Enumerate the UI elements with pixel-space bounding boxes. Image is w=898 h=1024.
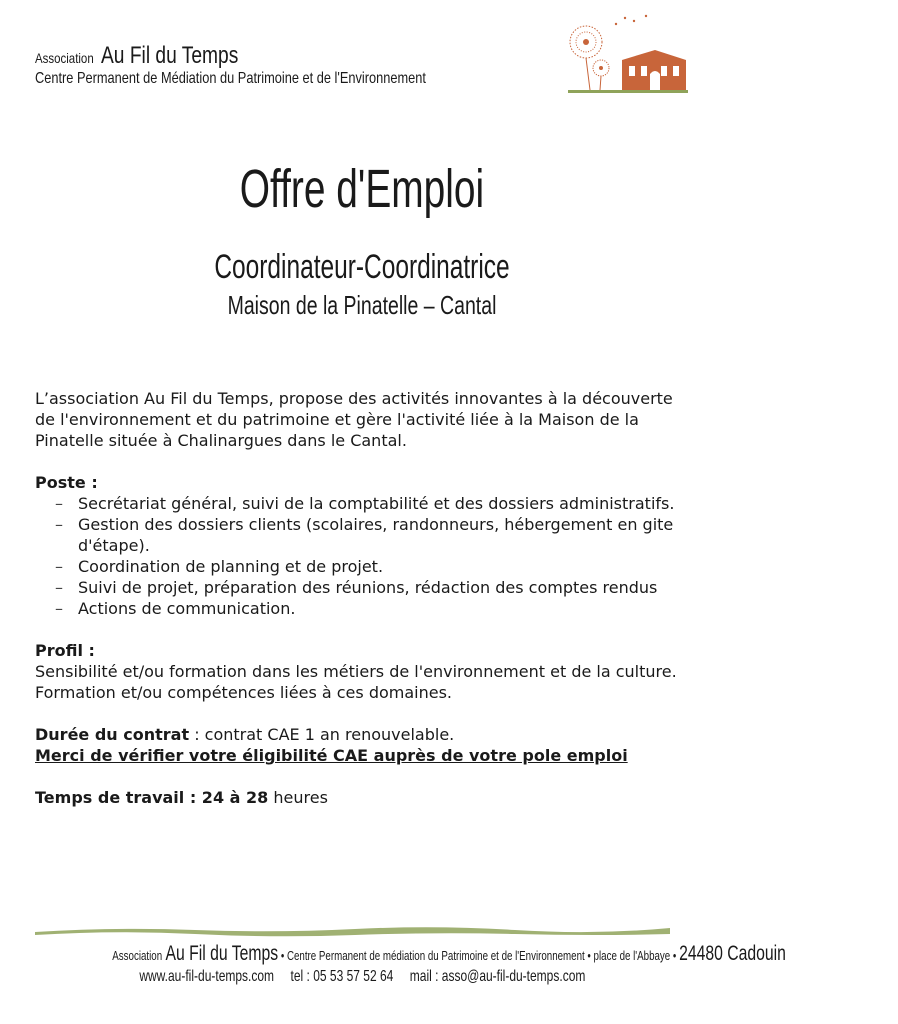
list-item: – Suivi de projet, préparation des réunions, rédaction des comptes rendus <box>35 577 685 598</box>
profil-line-2: Formation et/ou compétences liées à ces domaines. <box>35 683 452 702</box>
footer-phone: tel : 05 53 57 52 64 <box>290 968 393 985</box>
job-location: Maison de la Pinatelle – Cantal <box>227 290 497 320</box>
footer-prefix: Association <box>112 948 163 963</box>
list-item: – Secrétariat général, suivi de la comptabilité et des dossiers administratifs. <box>35 493 685 514</box>
association-description: Centre Permanent de Médiation du Patrimoine et de l'Environnement <box>35 70 426 87</box>
contrat-value: : contrat CAE 1 an renouvelable. <box>189 725 455 744</box>
offer-body <box>35 388 685 808</box>
footer-email-link[interactable]: mail : asso@au-fil-du-temps.com <box>409 968 586 985</box>
list-item: – Actions de communication. <box>35 598 685 619</box>
footer-city: 24480 Cadouin <box>679 942 786 965</box>
job-title: Coordinateur-Coordinatrice <box>214 248 510 286</box>
intro-paragraph: L’association Au Fil du Temps, propose des activités innovantes à la découverte de l'environnement et du patrimoine et gère l'activité liée à la Maison de la Pinatelle située à Chalinargues dans le Cantal. <box>35 389 673 450</box>
contrat-line <box>35 724 685 745</box>
profil-line-1: Sensibilité et/ou formation dans les métiers de l'environnement et de la culture. <box>35 662 677 681</box>
footer-brush-divider <box>35 924 670 938</box>
poste-list <box>35 493 685 619</box>
page-title: Offre d'Emploi <box>239 159 485 219</box>
poste-heading: Poste : <box>35 473 98 492</box>
footer-contact <box>0 968 724 986</box>
footer-name: Au Fil du Temps <box>165 942 279 965</box>
contrat-notice: Merci de vérifier votre éligibilité CAE auprès de votre pole emploi <box>35 746 628 765</box>
temps-value: heures <box>268 788 328 807</box>
association-name: Au Fil du Temps <box>101 42 239 69</box>
dandelion-house-logo-icon <box>558 10 688 95</box>
list-item: – Gestion des dossiers clients (scolaires, randonneurs, hébergement en gite d'étape). <box>35 514 685 556</box>
temps-label: Temps de travail : 24 à 28 <box>35 788 269 807</box>
header-association <box>35 42 273 70</box>
footer-address <box>0 942 786 966</box>
footer-middle: • Centre Permanent de médiation du Patrimoine et de l'Environnement • place de l'Abbaye • <box>278 948 680 963</box>
list-item: – Coordination de planning et de projet. <box>35 556 685 577</box>
footer-website-link[interactable]: www.au-fil-du-temps.com <box>138 968 274 985</box>
temps-line <box>35 787 685 808</box>
contrat-label: Durée du contrat <box>35 725 190 744</box>
association-prefix: Association <box>35 50 94 66</box>
profil-heading: Profil : <box>35 641 95 660</box>
